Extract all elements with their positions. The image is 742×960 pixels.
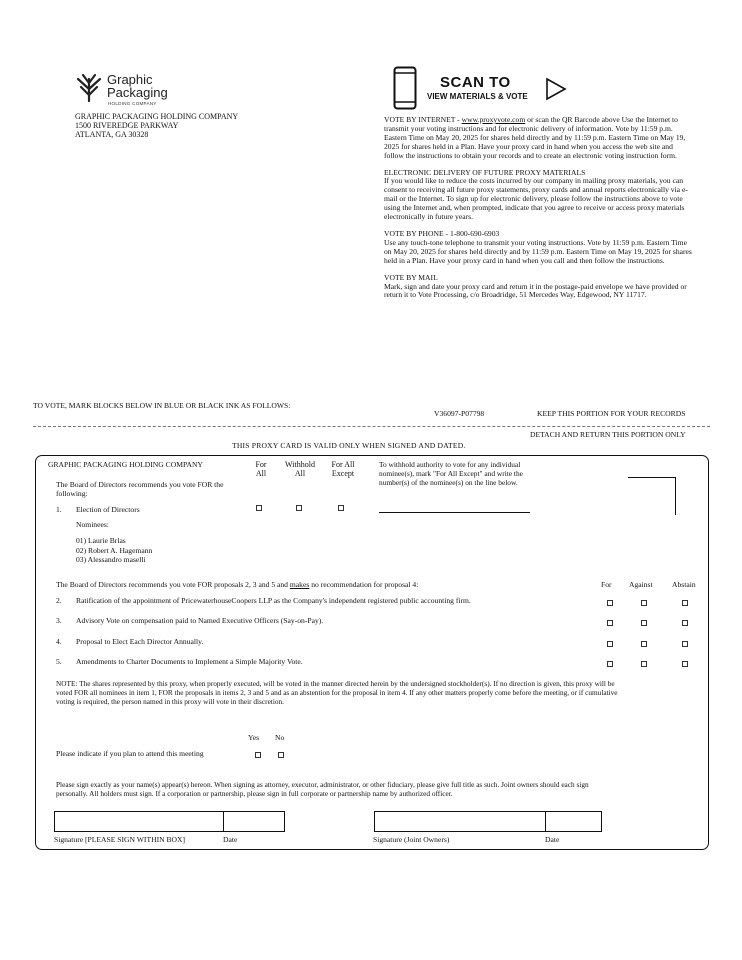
checkbox-for-all[interactable] bbox=[256, 505, 262, 511]
logo-line1: Graphic bbox=[107, 72, 153, 87]
company-street: 1500 RIVEREDGE PARKWAY bbox=[75, 121, 179, 130]
company-city: ATLANTA, GA 30328 bbox=[75, 130, 149, 139]
checkbox-p2-for[interactable] bbox=[607, 600, 613, 606]
note-text: NOTE: The shares represented by this proxy, when properly executed, will be voted in the manner directed herein by the undersigned stockholder(s). If no direction is given, this proxy will be voted FOR all nominees in item 1, FOR the proposals in items 2, 3 and 5 and as an abstention for the proposal in item 4. If any other matters properly come before the meeting, or if cumulative voting is required, the person named in this proxy will vote in their discretion. bbox=[56, 679, 618, 707]
checkbox-p4-against[interactable] bbox=[641, 641, 647, 647]
signature-box-joint[interactable] bbox=[374, 811, 602, 832]
col-abstain: Abstain bbox=[672, 580, 696, 589]
nominee-write-line[interactable] bbox=[379, 512, 530, 513]
col-for-all: For All bbox=[255, 460, 267, 478]
col-withhold-all: Withhold All bbox=[285, 460, 315, 478]
signing-instructions: Please sign exactly as your name(s) appear(s) hereon. When signing as attorney, executor, administrator, or other fiduciary, please give full title as such. Joint owners should each sign personally. All holders must sign. If a corporation or partnership, please sign in full corporate or partnership name by authorized officer. bbox=[56, 780, 589, 799]
company-address bbox=[75, 112, 238, 139]
leaf-logo-icon bbox=[75, 73, 103, 103]
nominee-list bbox=[76, 536, 152, 565]
attend-question: Please indicate if you plan to attend this meeting bbox=[56, 749, 204, 758]
control-code: V36097-P07798 bbox=[434, 409, 485, 418]
proxy-card: GRAPHIC PACKAGING HOLDING COMPANY For All Withhold All For All Except To withhold authority to vote for any individual nominee(s), mark "For All Except" and write the number(s) of the nominee(s) on the line below. The Board of Directors recommends you vote FOR the following: 1. Election of Directors Nominees: 01) Laurie Brlas 02) Robert A. Hagemann 03) Alessandro maselli The Board of Directors recommends you vote FOR proposals 2, 3 and 5 and makes no recommendation for proposal 4: For Against Abstain 2. Ratification of the appointment of PricewaterhouseCoopers LLP as the Company's independent registered public accounting firm. 3. Advisory Vote on compensation paid to Named Executive Officers (Say-on-Pay). 4. Proposal to Elect Each Director Annually. 5. Amendments to Charter Documents to Implement a Simple Majority Vote. NOTE: The shares represented by this proxy, when properly executed, will be voted in the manner directed herein by the undersigned stockholder(s). If no direction is given, this proxy will be voted FOR all nominees in item 1, FOR the proposals in items 2, 3 and 5 and as an abstention for the proposal in item 4. If any other matters properly come before the meeting, or if cumulative voting is required, the person named in this proxy will vote in their discretion. Yes No Please indicate if you plan to attend this meeting Please sign exactly as your name(s) appear(s) hereon. When signing as attorney, executor, administrator, or other fiduciary, please give full title as such. Joint owners should each sign personally. All holders must sign. If a corporation or partnership, please sign in full corporate or partnership name by authorized officer. Signature [PLEASE SIGN WITHIN BOX] Date Signature (Joint Owners) Date bbox=[35, 455, 709, 850]
signature-box-primary[interactable] bbox=[54, 811, 285, 832]
col-for: For bbox=[601, 580, 612, 589]
col-for-all-except: For All Except bbox=[331, 460, 355, 478]
item1-number: 1. bbox=[56, 505, 62, 514]
scan-title: SCAN TO bbox=[440, 74, 511, 91]
mail-text: Mark, sign and date your proxy card and return it in the postage-paid envelope we have provided or return it to Vote Processing, c/o Broadridge, 51 Mercedes Way, Edgewood, NY 11717. bbox=[384, 281, 687, 300]
nominee-item: 03) Alessandro maselli bbox=[76, 555, 146, 564]
keep-portion: KEEP THIS PORTION FOR YOUR RECORDS bbox=[537, 409, 686, 418]
logo-line2: Packaging bbox=[107, 85, 168, 100]
checkbox-for-all-except[interactable] bbox=[338, 505, 344, 511]
scan-banner bbox=[393, 66, 573, 110]
date-divider bbox=[545, 811, 546, 832]
scan-subtitle: VIEW MATERIALS & VOTE bbox=[427, 92, 528, 101]
internet-heading: VOTE BY INTERNET - bbox=[384, 115, 462, 124]
board-recommendation-1: The Board of Directors recommends you vote FOR the following: bbox=[56, 480, 224, 498]
checkbox-p5-abstain[interactable] bbox=[682, 661, 688, 667]
item1-label: Election of Directors bbox=[76, 505, 140, 514]
card-company: GRAPHIC PACKAGING HOLDING COMPANY bbox=[48, 460, 203, 469]
barcode-corner-mark bbox=[628, 477, 676, 515]
checkbox-p2-against[interactable] bbox=[641, 600, 647, 606]
checkbox-p4-for[interactable] bbox=[607, 641, 613, 647]
edelivery-text: If you would like to reduce the costs incurred by our company in mailing proxy materials, you can consent to receiving all future proxy statements, proxy cards and annual reports electronically via e-mail or the Internet. To sign up for electronic delivery, please follow the instructions above to vote using the Internet and, when prompted, indicate that you agree to receive or access proxy materials electronically in future years. bbox=[384, 176, 688, 222]
phone-icon bbox=[393, 66, 417, 110]
checkbox-p3-against[interactable] bbox=[641, 620, 647, 626]
logo-sub: HOLDING COMPANY bbox=[108, 101, 157, 106]
valid-notice: THIS PROXY CARD IS VALID ONLY WHEN SIGNED AND DATED. bbox=[232, 441, 466, 450]
signature-label-joint: Signature (Joint Owners) bbox=[373, 835, 450, 844]
mail-heading: VOTE BY MAIL bbox=[384, 272, 438, 282]
checkbox-p4-abstain[interactable] bbox=[682, 641, 688, 647]
checkbox-attend-no[interactable] bbox=[278, 752, 284, 758]
checkbox-p5-against[interactable] bbox=[641, 661, 647, 667]
voting-instructions bbox=[384, 116, 694, 300]
checkbox-p2-abstain[interactable] bbox=[682, 600, 688, 606]
detach-portion: DETACH AND RETURN THIS PORTION ONLY bbox=[530, 430, 686, 439]
checkbox-attend-yes[interactable] bbox=[255, 752, 261, 758]
checkbox-p3-for[interactable] bbox=[607, 620, 613, 626]
withhold-instructions: To withhold authority to vote for any individual nominee(s), mark "For All Except" and write the number(s) of the nominee(s) on the line below. bbox=[379, 460, 523, 487]
internet-section bbox=[384, 116, 694, 161]
proxyvote-link[interactable]: www.proxyvote.com bbox=[461, 115, 526, 124]
signature-label-primary: Signature [PLEASE SIGN WITHIN BOX] bbox=[54, 835, 186, 844]
board-recommendation-2: The Board of Directors recommends you vote FOR proposals 2, 3 and 5 and makes no recommendation for proposal 4: bbox=[56, 580, 419, 589]
edelivery-heading: ELECTRONIC DELIVERY OF FUTURE PROXY MATERIALS bbox=[384, 167, 586, 177]
checkbox-p5-for[interactable] bbox=[607, 661, 613, 667]
company-name: GRAPHIC PACKAGING HOLDING COMPANY bbox=[75, 112, 239, 121]
phone-text: Use any touch-tone telephone to transmit your voting instructions. Vote by 11:59 p.m. Eastern Time on May 20, 2025 for shares held directly and by 11:59 p.m. Eastern Time on May 19, 2025 for shares held in a Plan. Have your proxy card in hand when you call and then follow the instructions. bbox=[384, 237, 692, 265]
date-label-joint: Date bbox=[545, 835, 560, 844]
checkbox-withhold-all[interactable] bbox=[296, 505, 302, 511]
internet-text: or scan the QR Barcode above Use the Internet to transmit your voting instructions and for electronic delivery of information. Vote by 11:59 p.m. Eastern Time on May 20, 2025 for shares held directly and by 11:59 p.m. Eastern Time on May 19, 2025 for shares held in a Plan. Have your proxy card in hand when you access the web site and follow the instructions to obtain your records and to create an electronic voting instruction form. bbox=[384, 115, 686, 160]
nominee-item: 01) Laurie Brlas bbox=[76, 536, 126, 545]
nominees-label: Nominees: bbox=[76, 520, 109, 529]
label-no: No bbox=[275, 733, 285, 742]
date-label-primary: Date bbox=[223, 835, 238, 844]
date-divider bbox=[223, 811, 224, 832]
label-yes: Yes bbox=[248, 733, 260, 742]
marking-instruction: TO VOTE, MARK BLOCKS BELOW IN BLUE OR BLACK INK AS FOLLOWS: bbox=[33, 401, 291, 410]
phone-heading: VOTE BY PHONE - 1-800-690-6903 bbox=[384, 228, 500, 238]
col-against: Against bbox=[629, 580, 653, 589]
nominee-item: 02) Robert A. Hagemann bbox=[76, 545, 153, 555]
arrow-right-icon bbox=[545, 77, 567, 101]
checkbox-p3-abstain[interactable] bbox=[682, 620, 688, 626]
perforation-line bbox=[33, 426, 710, 427]
